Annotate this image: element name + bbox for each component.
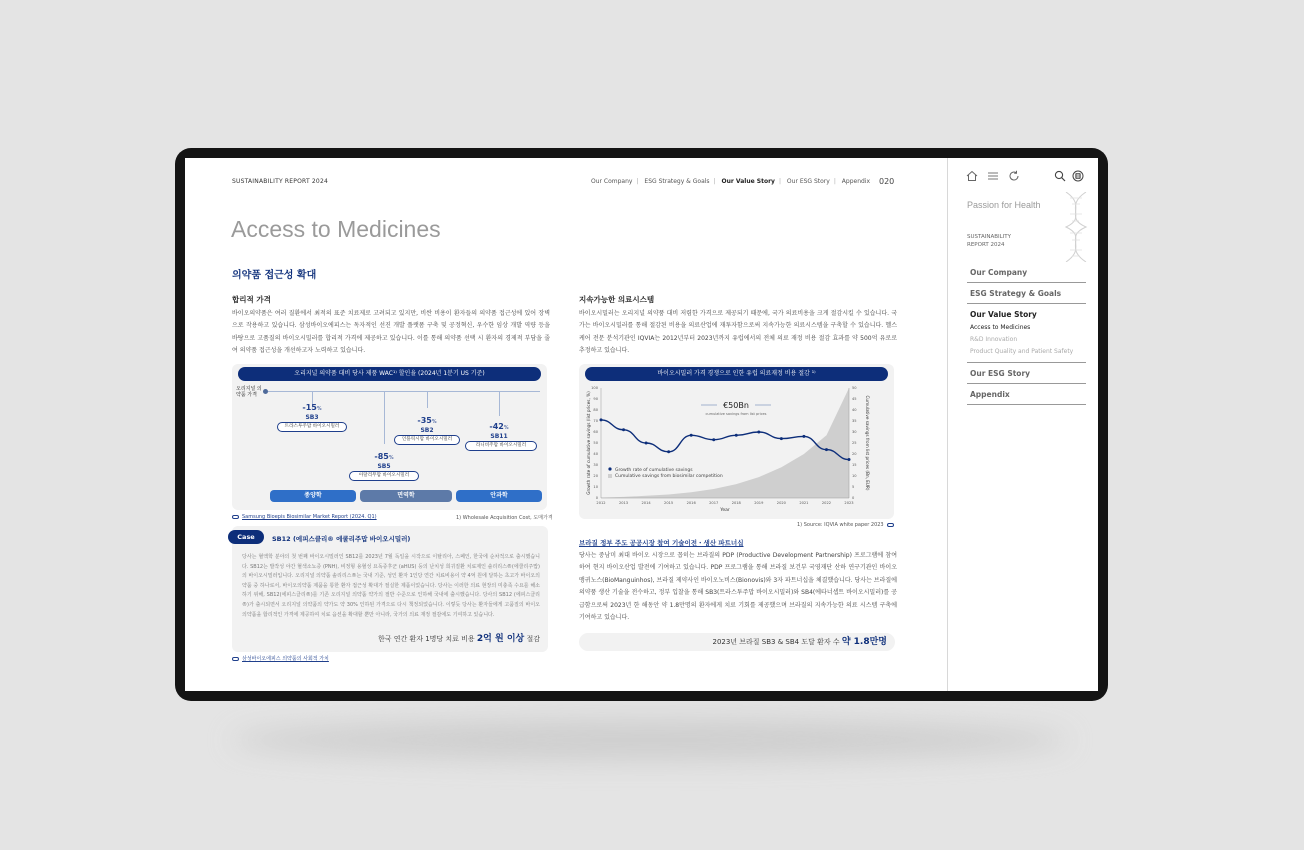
print-icon[interactable] (1072, 170, 1084, 182)
growth-rate-point (622, 428, 625, 431)
left-tick-label: 100 (591, 386, 598, 391)
x-tick-label: 2017 (709, 501, 719, 505)
left-tick-label: 20 (593, 474, 598, 479)
sidebar-item-our-company[interactable]: Our Company (967, 262, 1086, 283)
sidebar-item-appendix[interactable]: Appendix (967, 384, 1086, 405)
left-heading: 합리적 가격 (232, 295, 271, 304)
report-viewer (185, 158, 1098, 691)
sidebar-report-label: SUSTAINABILITY REPORT 2024 (967, 234, 1012, 248)
growth-rate-point (757, 431, 760, 434)
annotation-sub: cumulative savings from list prices (705, 412, 767, 416)
right-tick-label: 10 (852, 474, 857, 479)
x-tick-label: 2018 (731, 501, 741, 505)
x-tick-label: 2013 (618, 501, 629, 505)
case-body: 당사는 혈액학 분야의 첫 번째 바이오시밀러인 SB12를 2023년 7월 독일을 시작으로 이탈리아, 스페인, 한국에 순차적으로 출시했습니다. SB12는 발작성 야간 혈색소뇨증 (PNH), 비정형 용혈성 요독증후군 (aHUS) 등의 난치성 희귀질환 치료제인 솔리리스®(에쿨리주맙)의 바이오시밀러입니다. 오리지널 의약품 솔리리스®는 국내 기준, 성인 환자 1인당 연간 치료비용이 약 4억 원에 달하는 초고가 바이오의약품 중 하나로서, 바이오의약품 제품을 통한 환자 접근성 확대가 절실한 제품이었습니다. 당사는 이러한 의료 현장의 미충족 수요를 해소하기 위해, SB12(에피스클리®)를 기존 오리지널 의약품 약가의 절반 수준으로 인하해 국내에 출시했습니다. 당사의 SB12 (에피스클리®)가 출시되면서 오리지널 의약품의 약가도 약 30% 인하된 가격으로 다시 책정되었습니다. 이렇듯 당사는 환자들에게 고품질의 바이오의약품을 합리적인 가격에 제공하여 치료 옵션을 확대할 뿐만 아니라, 국가의 의료 재정 절감에도 기여하고 있습니다. (242, 554, 540, 618)
connector (384, 392, 385, 444)
savings-chart (579, 364, 894, 519)
growth-rate-point (802, 435, 805, 438)
pct-sb5: -85% (374, 452, 394, 461)
x-tick-label: 2014 (641, 501, 651, 505)
right-tick-label: 35 (852, 419, 857, 424)
menu-icon[interactable] (987, 170, 999, 182)
y-axis-right-label: Cumulative savings from list prices (Bn, EUR) (865, 395, 870, 491)
y-axis-left-label: Growth rate of cumulative savings (list prices, %) (586, 391, 591, 495)
page-title: Access to Medicines (231, 216, 441, 242)
left-tick-label: 70 (593, 419, 598, 424)
left-tick-label: 30 (593, 463, 598, 468)
code-sb5: SB5 (377, 463, 391, 470)
right-tick-label: 5 (852, 485, 855, 490)
pill-sb2: 인플릭시맙 바이오시밀러 (394, 435, 460, 445)
pct-sb11: -42% (489, 422, 509, 431)
legend-line-label: Growth rate of cumulative savings (615, 468, 693, 473)
case-title: SB12 (에피스클리® 에쿨리주맙 바이오시밀러) (272, 535, 411, 543)
home-icon[interactable] (966, 170, 978, 182)
figure-title: 오리지널 의약품 대비 당사 제품 WAC¹⁾ 할인율 (2024년 1분기 US 기준) (238, 367, 541, 381)
growth-rate-point (600, 418, 603, 421)
sidebar-item-esg-strategy[interactable]: ESG Strategy & Goals (967, 283, 1086, 304)
category-immunology: 면역학 (360, 490, 452, 502)
left-tick-label: 60 (593, 430, 598, 435)
social-value-link[interactable]: 삼성바이오에피스 의약품의 사회적 가치 (232, 655, 329, 662)
document-page (185, 158, 947, 691)
link-icon (232, 515, 239, 519)
sidebar-sub-rd-innovation[interactable]: R&D Innovation (970, 336, 1018, 343)
left-tick-label: 40 (593, 452, 598, 457)
right-body: 바이오시밀러는 오리지널 의약품 대비 저렴한 가격으로 제공되기 때문에, 국가 의료비용을 크게 절감시킬 수 있습니다. 국가는 바이오시밀러를 통해 절감된 비용을 의료산업에 재투자함으로써 지속가능한 의료시스템을 구축할 수 있습니다. 헬스케어 전문 분석기관인 IQVIA는 2012년부터 2023년까지 유럽에서의 전체 의료 재정 비용 절감 효과를 약 500억 유로로 추정하고 있습니다. (579, 310, 897, 355)
legend-line-marker (608, 467, 611, 470)
left-column (232, 294, 550, 358)
growth-rate-point (690, 434, 693, 437)
brazil-body: 당사는 중남미 최대 바이오 시장으로 꼽히는 브라질의 PDP (Productive Development Partnership) 프로그램에 참여하여 현지 바이오산업 발전에 기여하고 있습니다. PDP 프로그램을 통해 브라질 보건부 국영재단 산하 연구기관인 바이오맹귀노스(BioManguinhos), 브라질 제약사인 바이오노비스(Bionovis)와 3자 파트너십을 체결했습니다. 당사는 브라질에 의약품 생산 기술을 전수하고, 정부 입찰을 통해 SB3(트라스투주맙 바이오시밀러)와 SB4(에타너셉트 바이오시밀러)를 공급함으로써 2023년 한 해동안 약 1.8만명의 환자에게 치료 기회를 제공했으며 브라질의 지속가능한 의료 시스템 구축에 기여하고 있습니다. (579, 552, 897, 622)
right-tick-label: 15 (852, 463, 857, 468)
sidebar-sub-access-to-medicines[interactable]: Access to Medicines (970, 324, 1031, 331)
growth-rate-point (780, 437, 783, 440)
sidebar-sub-product-quality[interactable]: Product Quality and Patient Safety (970, 348, 1074, 355)
case-box (232, 526, 548, 652)
connector (427, 392, 428, 408)
level-label: 오리지널 의약품 가격 (236, 386, 262, 398)
x-axis-label: Year (720, 508, 730, 513)
savings-chart-figure (579, 364, 894, 519)
pill-sb3: 트라스투주맙 바이오시밀러 (277, 422, 347, 432)
top-nav: Our Company | ESG Strategy & Goals | Our Value Story | Our ESG Story | Appendix (591, 178, 871, 185)
right-tick-label: 45 (852, 397, 857, 402)
pct-sb2: -35% (417, 416, 437, 425)
right-tick-label: 0 (852, 496, 855, 501)
chart-title: 바이오시밀러 가격 경쟁으로 인한 유럽 의료재정 비용 절감 ¹⁾ (585, 367, 888, 381)
search-icon[interactable] (1054, 170, 1066, 182)
growth-rate-point (667, 450, 670, 453)
pct-sb3: -15% (302, 403, 322, 412)
legend-area-label: Cumulative savings from biosimilar competition (615, 474, 723, 479)
right-tick-label: 20 (852, 452, 857, 457)
figure-footnote: 1) Wholesale Acquisition Cost, 도매가격 (456, 515, 553, 521)
code-sb11: SB11 (490, 433, 508, 440)
brand-tagline: Passion for Health (967, 200, 1041, 210)
x-tick-label: 2019 (754, 501, 764, 505)
growth-rate-point (712, 438, 715, 441)
right-heading: 지속가능한 의료시스템 (579, 295, 655, 304)
left-tick-label: 50 (593, 441, 598, 446)
right-tick-label: 30 (852, 430, 857, 435)
x-tick-label: 2015 (664, 501, 674, 505)
sidebar-submenu (967, 322, 1086, 363)
sidebar-toolbar (966, 170, 1091, 184)
figure-source-link[interactable]: Samsung Bioepis Biosimilar Market Report (2024. Q1) (232, 514, 377, 520)
right-column (579, 294, 897, 358)
left-tick-label: 0 (595, 496, 598, 501)
right-tick-label: 50 (852, 386, 857, 391)
pill-sb11: 라니비주맙 바이오시밀러 (465, 441, 537, 451)
left-tick-label: 80 (593, 408, 598, 413)
x-tick-label: 2012 (596, 501, 606, 505)
dna-helix-graphic (1058, 192, 1093, 262)
link-icon[interactable] (887, 523, 894, 527)
right-tick-label: 40 (852, 408, 857, 413)
nav-appendix[interactable]: Appendix (841, 178, 871, 185)
code-sb2: SB2 (420, 427, 434, 434)
nav-our-value-story[interactable]: Our Value Story (721, 178, 775, 185)
nav-our-company[interactable]: Our Company (591, 178, 633, 185)
refresh-icon[interactable] (1008, 170, 1020, 182)
sidebar (947, 158, 1098, 691)
brazil-stat: 2023년 브라질 SB3 & SB4 도달 환자 수 약 1.8만명 (579, 633, 895, 651)
report-label: SUSTAINABILITY REPORT 2024 (232, 178, 328, 185)
case-footer: 한국 연간 환자 1명당 치료 비용 2억 원 이상 절감 (377, 634, 540, 644)
wac-discount-figure (232, 364, 547, 510)
left-tick-label: 90 (593, 397, 598, 402)
page-number: 020 (879, 177, 895, 186)
sidebar-menu (967, 262, 1086, 405)
legend-area-marker (608, 474, 612, 478)
brazil-heading[interactable]: 브라질 정부 주도 공공시장 참여 기술이전・생산 파트너십 (579, 539, 744, 547)
pill-sb5: 아달리무맙 바이오시밀러 (349, 471, 419, 481)
chart-source: 1) Source: IQVIA white paper 2023 (797, 522, 897, 528)
growth-rate-point (848, 458, 851, 461)
right-tick-label: 25 (852, 441, 857, 446)
growth-rate-point (645, 442, 648, 445)
x-tick-label: 2016 (686, 501, 696, 505)
category-oncology: 종양학 (270, 490, 356, 502)
case-badge: Case (228, 530, 264, 544)
code-sb3: SB3 (305, 414, 319, 421)
category-ophthalmology: 안과학 (456, 490, 542, 502)
sidebar-item-our-value-story[interactable]: Our Value Story (970, 310, 1037, 319)
x-tick-label: 2023 (844, 501, 854, 505)
growth-rate-point (825, 448, 828, 451)
connector (499, 392, 500, 416)
left-tick-label: 10 (593, 485, 598, 490)
nav-our-esg-story[interactable]: Our ESG Story (786, 178, 830, 185)
sidebar-item-our-esg-story[interactable]: Our ESG Story (967, 363, 1086, 384)
x-tick-label: 2022 (821, 501, 832, 505)
annotation-value: €50Bn (723, 401, 749, 410)
section-title: 의약품 접근성 확대 (232, 270, 317, 281)
growth-rate-point (735, 434, 738, 437)
x-tick-label: 2021 (799, 501, 809, 505)
nav-esg-strategy[interactable]: ESG Strategy & Goals (644, 178, 710, 185)
device-shadow (230, 720, 1070, 760)
link-icon (232, 657, 239, 661)
left-body: 바이오의약품은 여러 질환에서 최적의 표준 치료제로 고려되고 있지만, 비싼 비용이 환자들의 의약품 접근성에 있어 장벽으로 작용하고 있습니다. 삼성바이오에피스는 독자적인 선진 개발 플랫폼 구축 및 공정혁신, 우수한 임상 개발 역량 등을 바탕으로 고품질의 바이오시밀러를 합리적 가격에 제공하고 있습니다. 이를 통해 의약품 선택 시 환자의 경제적 부담을 줄여 의약품 접근성을 개선하고자 노력하고 있습니다. (232, 310, 550, 355)
x-tick-label: 2020 (776, 501, 786, 505)
